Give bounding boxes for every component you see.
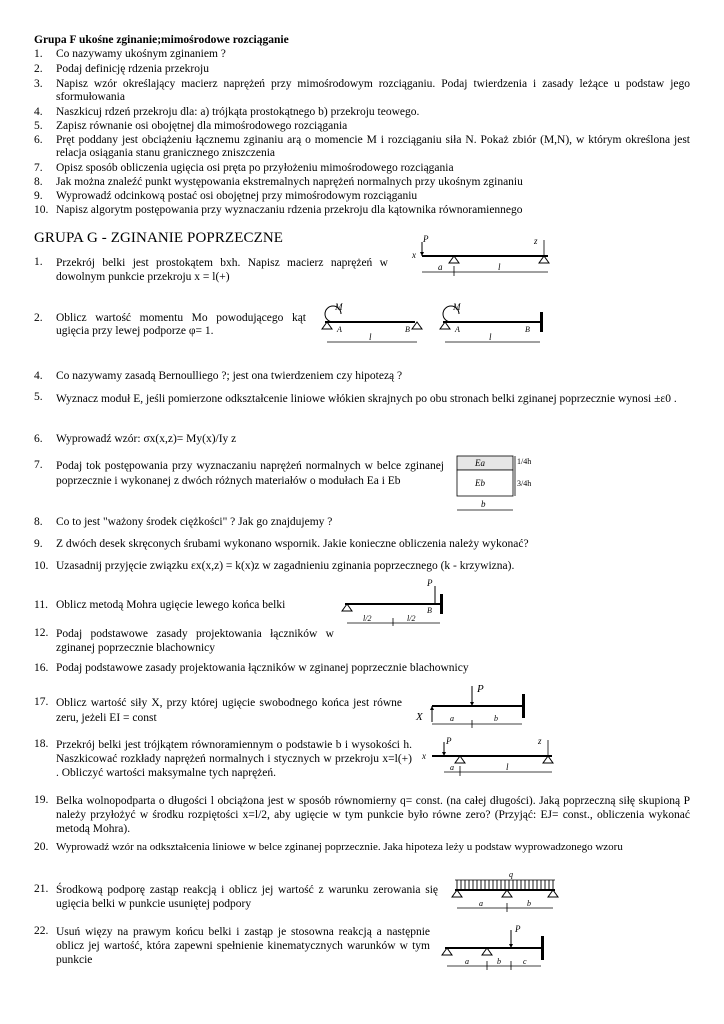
label-b: b [497, 957, 501, 966]
item-number: 6. [34, 134, 43, 146]
list-item: Uzasadnij przyjęcie związku εx(x,z) = k(x)z w zagadnieniu zginania poprzecznego (k - krzywizna). [56, 560, 515, 572]
support-pin [502, 890, 512, 897]
figure-beam-1 [410, 236, 560, 286]
label-half-2: l/2 [407, 614, 416, 623]
label-b: b [494, 714, 498, 723]
label-x-force: X [416, 711, 423, 723]
list-item: Podaj tok postępowania przy wyznaczaniu naprężeń normalnych w belce zginanej poprzecznie i wykonanej z dwóch różnych materiałów o modułach Ea i Eb [56, 460, 444, 487]
label-x: x [412, 250, 416, 260]
item-number: 2. [34, 63, 43, 75]
item-number: 16. [34, 662, 49, 674]
label-b-support: B [525, 325, 530, 334]
label-top-h: 1/4h [517, 457, 532, 466]
label-q: q [509, 870, 513, 879]
support-pin [442, 948, 452, 955]
item-number: 5. [34, 391, 43, 403]
list-item: Oblicz wartość momentu Mo powodującego kąt ugięcia przy lewej podporze φ= 1. [56, 312, 306, 337]
label-a-support: A [455, 325, 460, 334]
label-p: P [427, 578, 433, 588]
item-text: Co nazywamy ukośnym zginaniem ? [56, 48, 226, 60]
label-p: P [423, 234, 429, 244]
label-b-support: B [427, 606, 432, 615]
figure-beam-18 [420, 736, 560, 782]
item-number: 10. [34, 560, 49, 572]
label-x: x [422, 751, 426, 761]
item-number: 8. [34, 516, 43, 528]
support-pin [449, 256, 459, 263]
fixed-support [540, 312, 543, 332]
support-pin [455, 756, 465, 763]
support-pin [440, 322, 450, 329]
item-number: 9. [34, 538, 43, 550]
list-item: Oblicz metodą Mohra ugięcie lewego końca belki [56, 599, 286, 611]
item-number: 4. [34, 370, 43, 382]
list-item: Jak można znaleźć punkt występowania ekstremalnych naprężeń normalnych przy ukośnym zginaniu [56, 176, 523, 188]
list-item: Naszkicuj rdzeń przekroju dla: a) trójkąta prostokątnego b) przekroju teowego. [56, 106, 420, 118]
item-number: 8. [34, 176, 43, 188]
fixed-support [440, 594, 443, 614]
list-item: Napisz wzór określający macierz naprężeń przy mimośrodowym rozciąganiu. Podaj twierdzenia i zasady leżące u podstaw jego sformułowania [56, 78, 690, 103]
list-item: Podaj definicję rdzenia przekroju [56, 63, 209, 75]
list-item: Napisz algorytm postępowania przy wyznaczaniu rdzenia przekroju dla kątownika równoramiennego [56, 204, 523, 216]
label-a: a [479, 899, 483, 908]
list-item: Usuń więzy na prawym końcu belki i zastąp je stosowna reakcją a następnie oblicz jej wartość, która zapewni spełnienie kinematycznych warunków w tym punkcie [56, 926, 430, 966]
group-f-title: Grupa F ukośne zginanie;mimośrodowe rozciąganie [34, 34, 289, 46]
label-p: P [515, 924, 521, 934]
item-number: 2. [34, 312, 43, 324]
label-l: l [369, 332, 372, 342]
item-number: 12. [34, 627, 49, 639]
list-item: Wyprowadź wzór na odkształcenia liniowe w belce zginanej poprzecznie. Jaka hipoteza leży u podstaw wyprowadzonego wzoru [56, 841, 623, 853]
figure-beam-17 [410, 682, 540, 732]
label-p: P [446, 736, 452, 746]
label-b: b [481, 499, 486, 509]
item-number: 18. [34, 738, 49, 750]
list-item: Zapisz równanie osi obojętnej dla mimośrodowego rozciągania [56, 120, 348, 132]
support-pin [548, 890, 558, 897]
list-item: Podaj podstawowe zasady projektowania łączników w zginanej poprzecznie blachownicy [56, 662, 469, 674]
label-half-1: l/2 [363, 614, 372, 623]
label-c: c [523, 957, 527, 966]
list-item: Wyprowadź odcinkową postać osi obojętnej przy mimośrodowym rozciąganiu [56, 190, 418, 202]
figure-section-7 [455, 454, 555, 514]
item-number: 4. [34, 106, 43, 118]
item-number: 9. [34, 190, 43, 202]
label-a-support: A [337, 325, 342, 334]
label-z: z [534, 236, 538, 246]
figure-beam-11 [335, 580, 455, 630]
fixed-support [522, 694, 525, 718]
list-item: Oblicz wartość siły X, przy której ugięcie swobodnego końca jest równe zeru, jeżeli EI = const [56, 697, 402, 724]
group-g-title: GRUPA G - ZGINANIE POPRZECZNE [34, 230, 284, 246]
item-number: 10. [34, 204, 49, 216]
label-l: l [489, 332, 492, 342]
item-number: 21. [34, 883, 49, 895]
list-item: Przekrój belki jest prostokątem bxh. Napisz macierz naprężeń w dowolnym punkcie przekroju x = l(+) [56, 257, 388, 283]
list-item: Co nazywamy zasadą Bernoulliego ?; jest ona twierdzeniem czy hipotezą ? [56, 370, 403, 382]
list-item: Środkową podporę zastąp reakcją i oblicz jej wartość z warunku zerowania się ugięcia belki w punkcie usuniętej podpory [56, 884, 438, 910]
fixed-support [541, 936, 544, 960]
label-m: M [453, 302, 461, 312]
item-number: 1. [34, 48, 43, 60]
label-eb: Eb [475, 478, 485, 488]
support-pin [322, 322, 332, 329]
item-number: 11. [34, 599, 48, 611]
list-item: Belka wolnopodparta o długości l obciążona jest w sposób równomierny q= const. (na całej długości). Jaką poprzeczną siłę skupioną P należy przyłożyć w środku rozpiętości x=l/2, aby ugięcie w tym punkcie było równe zero? (Przyjąć: EJ= const., obliczenia wykonać metodą Mohra). [56, 795, 690, 835]
support-pin [342, 604, 352, 611]
list-item: Co to jest "ważony środek ciężkości" ? Jak go znajdujemy ? [56, 516, 333, 528]
list-item: Wyznacz moduł E, jeśli pomierzone odkształcenie liniowe włókien skrajnych po obu stronach belki zginanej poprzecznie wynosi ±ε0 . [56, 393, 677, 405]
label-a: a [450, 714, 454, 723]
item-number: 22. [34, 925, 49, 937]
item-number: 5. [34, 120, 43, 132]
item-number: 20. [34, 841, 49, 853]
item-number: 6. [34, 433, 43, 445]
list-item: Przekrój belki jest trójkątem równoramiennym o podstawie b i wysokości h. Naszkicować rozkłady naprężeń normalnych i stycznych w przekroju x=l(+) . Obliczyć wartości maksymalne tych naprężeń. [56, 739, 412, 779]
label-p: P [477, 683, 484, 695]
label-b: b [527, 899, 531, 908]
label-a: a [450, 763, 454, 772]
label-bottom-h: 3/4h [517, 479, 532, 488]
label-l: l [498, 262, 501, 272]
material-a [457, 456, 513, 470]
support-pin [539, 256, 549, 263]
label-a: a [438, 262, 443, 272]
figure-beam-21 [445, 868, 565, 916]
label-a: a [465, 957, 469, 966]
support-pin [482, 948, 492, 955]
distributed-load [457, 880, 553, 889]
list-item: Z dwóch desek skręconych śrubami wykonano wspornik. Jakie konieczne obliczenia należy wykonać? [56, 538, 529, 550]
figure-beam-22 [435, 922, 555, 972]
label-m: M [335, 302, 343, 312]
item-number: 7. [34, 459, 43, 471]
item-number: 7. [34, 162, 43, 174]
list-item: Opisz sposób obliczenia ugięcia osi pręta po przyłożeniu mimośrodowego rozciągania [56, 162, 454, 174]
item-number: 17. [34, 696, 49, 708]
support-pin [543, 756, 553, 763]
list-item: Wyprowadź wzór: σx(x,z)= My(x)/Iy z [56, 433, 237, 445]
list-item: Pręt poddany jest obciążeniu łącznemu zginaniu arą o momencie M i rozciąganiu siła N. Pokaż zbiór (M,N), w którym określona jest relacja osiągania stanu granicznego zniszczenia [56, 134, 690, 159]
label-l: l [506, 762, 509, 772]
item-number: 3. [34, 78, 43, 90]
support-pin [452, 890, 462, 897]
material-b [457, 470, 513, 496]
list-item: Podaj podstawowe zasady projektowania łączników w zginanej poprzecznie blachownicy [56, 628, 334, 654]
label-ea: Ea [475, 458, 485, 468]
label-b-support: B [405, 325, 410, 334]
item-number: 1. [34, 256, 43, 268]
list-item [56, 48, 696, 61]
label-z: z [538, 736, 542, 746]
item-number: 19. [34, 794, 49, 806]
support-pin [412, 322, 422, 329]
figure-beam-2 [315, 300, 555, 350]
